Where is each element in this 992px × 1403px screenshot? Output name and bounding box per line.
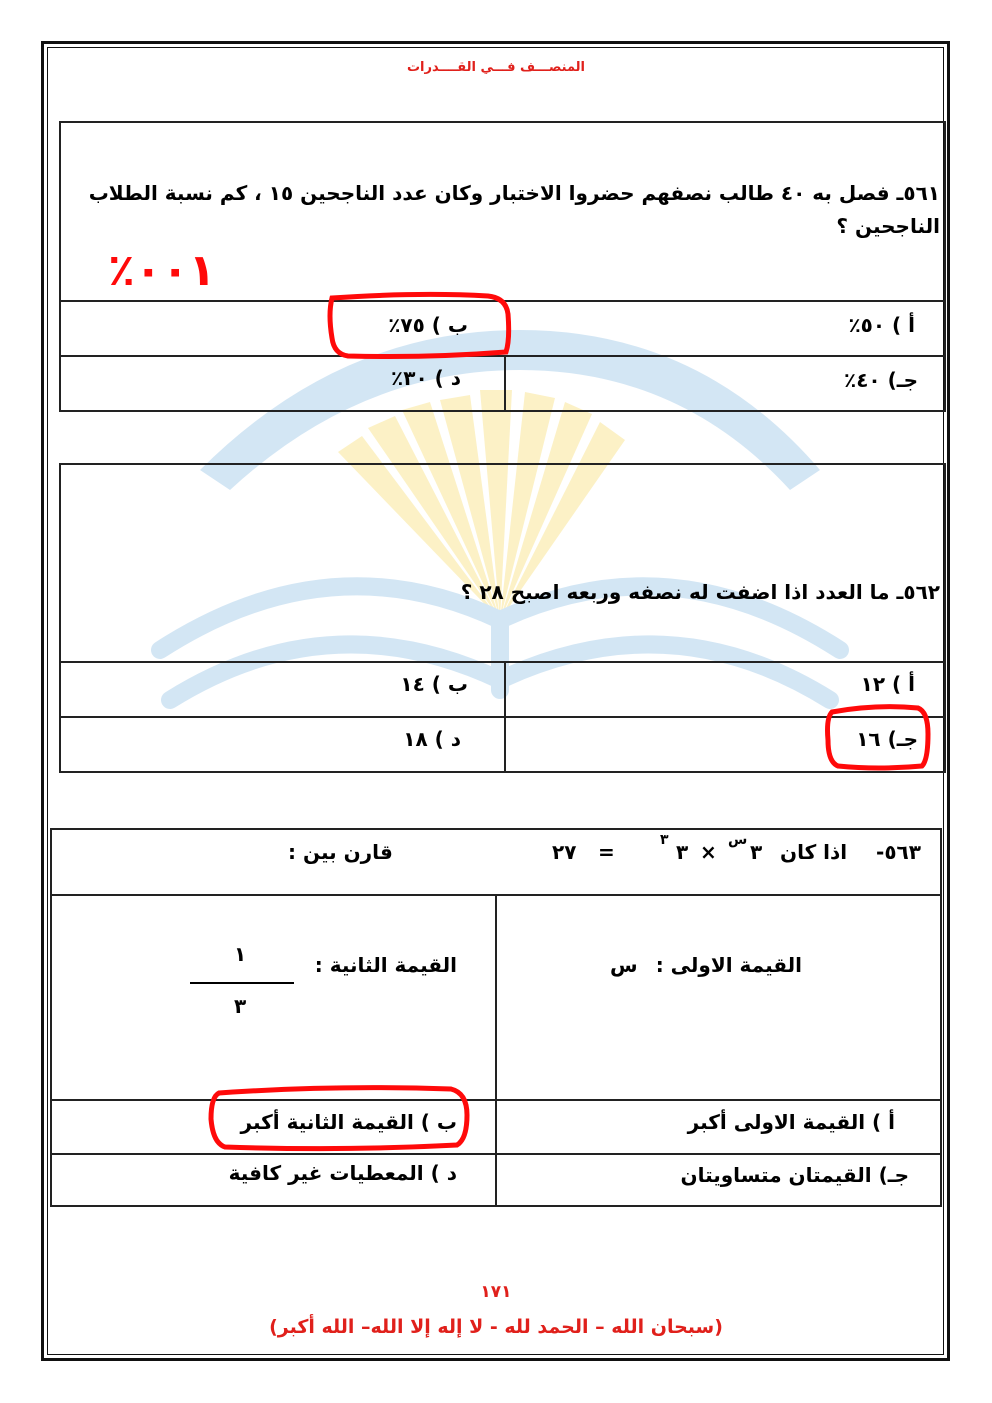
q561-divider-vertical	[504, 355, 506, 412]
q563-divider-vertical	[495, 894, 497, 1207]
q562-divider-vertical	[504, 661, 506, 773]
q563-compare-label: قارن بين :	[288, 840, 393, 864]
q562-question: ٥٦٢ـ ما العدد اذا اضفت له نصفه وربعه اصبح ٢٨ ؟	[460, 580, 940, 604]
q561-option-c[interactable]: جـ) ٤٠٪	[844, 368, 918, 392]
q563-expr-exp1: س	[728, 832, 748, 848]
q563-value2-denominator: ٣	[234, 994, 247, 1018]
q561-option-d[interactable]: د ) ٣٠٪	[391, 366, 461, 390]
q561-question: ٥٦١ـ فصل به ٤٠ طالب نصفهم حضروا الاختبار وكان عدد الناجحين ١٥ ، كم نسبة الطلاب الناجحين ؟	[88, 181, 940, 238]
footer-dua: (سبحان الله – الحمد لله - لا إله إلا الله– الله أكبر)	[269, 1316, 723, 1338]
q561-divider-2	[59, 355, 946, 357]
q563-number: ٥٦٣-	[876, 840, 921, 864]
q563-option-a[interactable]: أ ) القيمة الاولى أكبر	[687, 1110, 895, 1134]
q563-option-d[interactable]: د ) المعطيات غير كافية	[228, 1161, 457, 1185]
q563-value1-label: القيمة الاولى :	[655, 953, 802, 977]
q561-divider-1	[59, 300, 946, 302]
page-number: ١٧١	[480, 1282, 512, 1302]
q563-value1: س	[610, 953, 638, 977]
q563-expr-base2: ٣	[676, 840, 689, 864]
fraction-bar	[190, 982, 294, 984]
q562-box	[59, 463, 946, 773]
q563-expr-times: ×	[700, 840, 717, 864]
q563-expr-result: ٢٧	[552, 840, 577, 864]
q561-option-b[interactable]: ب ) ٧٥٪	[388, 313, 468, 337]
q562-divider-1	[59, 661, 946, 663]
q563-value2-label: القيمة الثانية :	[314, 953, 457, 977]
q562-divider-2	[59, 716, 946, 718]
q561-option-a[interactable]: أ ) ٥٠٪	[848, 313, 915, 337]
q563-if-label: اذا كان	[780, 840, 848, 864]
q563-expr-base1: ٣	[750, 840, 763, 864]
q561-handwritten-answer: ٠٠١٪	[108, 245, 216, 296]
q562-option-c[interactable]: جـ) ١٦	[856, 727, 918, 751]
q563-option-c[interactable]: جـ) القيمتان متساويتان	[680, 1163, 909, 1187]
header-title: المنصـــف فـــي القــــدرات	[406, 60, 585, 75]
q562-option-d[interactable]: د ) ١٨	[403, 727, 461, 751]
q563-expr-exp2: ٣	[660, 832, 669, 848]
q563-value2-numerator: ١	[234, 942, 247, 966]
q562-option-b[interactable]: ب ) ١٤	[400, 672, 468, 696]
q562-option-a[interactable]: أ ) ١٢	[860, 672, 915, 696]
q563-option-b[interactable]: ب ) القيمة الثانية أكبر	[240, 1110, 457, 1134]
q563-expr-eq: =	[598, 840, 615, 864]
